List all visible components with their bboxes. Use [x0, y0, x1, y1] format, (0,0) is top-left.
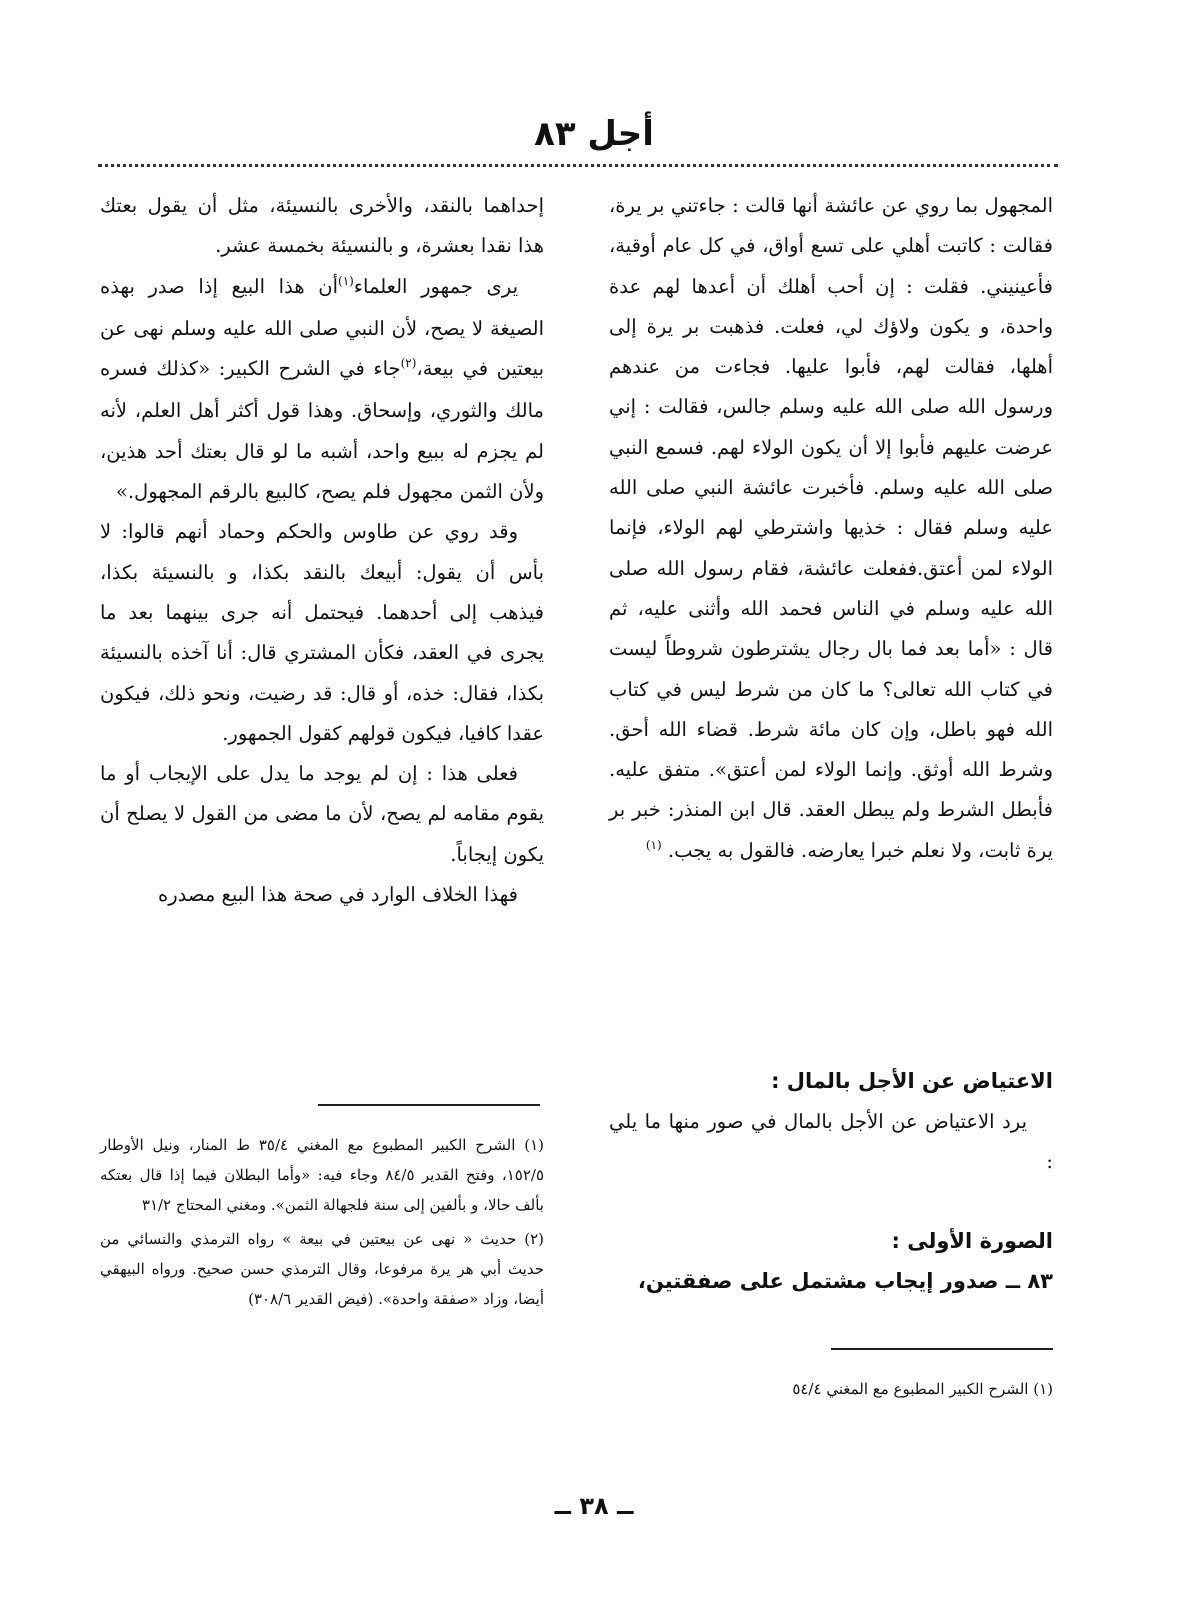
section-subheading: الصورة الأولى :	[891, 1229, 1053, 1253]
left-column-paragraph: إحداهما بالنقد، والأخرى بالنسيئة، مثل أن يقول بعتك هذا نقدا بعشرة، و بالنسيئة بخمسة عشر.	[100, 194, 544, 258]
left-column-paragraph: وقد روي عن طاوس والحكم وحماد أنهم قالوا: لا بأس أن يقول: أبيعك بالنقد بكذا، و بالنسيئة بكذا، فيذهب إلى أحدهما. فيحتمل أنه جرى بينهما بعد ما يجرى في العقد، فكأن المشتري قال: أنا آخذه بالنسيئة بكذا، فقال: خذه، أو قال: قد رضيت، ونحو ذلك، فيكون عقدا كافيا، فيكون قولهم كقول الجمهور.	[100, 520, 544, 745]
section-item: ٨٣ ــ صدور إيجاب مشتمل على صفقتين،	[637, 1269, 1053, 1293]
page-number: ــ ٣٨ ــ	[554, 1492, 634, 1520]
footnote-marker: (١)	[645, 837, 662, 852]
page-title: أجل ٨٣	[534, 114, 654, 154]
footnote-marker: (٢)	[400, 356, 417, 371]
paragraph-text: يرى جمهور العلماء	[353, 274, 518, 298]
right-column	[609, 186, 1053, 873]
header-divider	[98, 164, 1058, 167]
right-column-paragraph	[609, 186, 1053, 873]
paragraph-text: أن هذا البيع إذا صدر بهذه الصيغة لا يصح، لأن النبي صلى الله عليه وسلم نهى عن بيعتين في بيعة،	[100, 274, 544, 381]
footnote-divider	[318, 1104, 540, 1106]
right-footnotes	[609, 1374, 1053, 1408]
footnote: (١) الشرح الكبير المطبوع مع المغني ٣٥/٤ ط المنار، ونيل الأوطار ١٥٢/٥، وفتح القدير ٨٤/٥ وجاء فيه: «وأما البطلان فيما إذا قال بعتكه بألف حالا، و بألفين إلى سنة فلجهالة الثمن». ومغني المحتاج ٣١/٢	[100, 1136, 544, 1214]
left-footnotes	[100, 1130, 544, 1318]
footnote: (١) الشرح الكبير المطبوع مع المغني ٥٤/٤	[792, 1380, 1053, 1398]
section-heading: الاعتياض عن الأجل بالمال :	[771, 1069, 1053, 1093]
left-column-paragraph: فعلى هذا : إن لم يوجد ما يدل على الإيجاب أو ما يقوم مقامه لم يصح، لأن ما مضى من القول لا يصلح أن يكون إيجاباً.	[100, 762, 544, 866]
footnote-marker: (١)	[338, 273, 354, 288]
paragraph-text: جاء في الشرح الكبير: «كذلك فسره مالك والثوري، وإسحاق. وهذا قول أكثر أهل العلم، لأنه لم يجزم له ببيع واحد، أشبه ما لو قال بعتك أحد هذين، ولأن الثمن مجهول فلم يصح، كالبيع بالرقم المجهول.»	[100, 357, 544, 504]
section-block	[609, 1062, 1053, 1300]
left-column	[100, 186, 544, 915]
left-column-paragraph: فهذا الخلاف الوارد في صحة هذا البيع مصدره	[158, 883, 518, 907]
footnote: (٢) حديث « نهى عن بيعتين في بيعة » رواه الترمذي والنسائي من حديث أبي هر يرة مرفوعا، وقال الترمذي حسن صحيح. ورواه البيهقي أيضا، وزاد «صفقة واحدة». (فيض القدير ٣٠٨/٦)	[100, 1230, 544, 1308]
paragraph-text: المجهول بما روي عن عائشة أنها قالت : جاءتني بر يرة، فقالت : كاتبت أهلي على تسع أواق، في كل عام أوقية، فأعينيني. فقلت : إن أحب أهلك أن أعدها لهم عدة واحدة، و يكون ولاؤك لي، فعلت. فذهبت بر يرة إلى أهلها، فقالت لهم، فأبوا عليها. فجاءت من عندهم ورسول الله صلى الله عليه وسلم جالس، فقالت : إني عرضت عليهم فأبوا إلا أن يكون الولاء لهم. فسمع النبي صلى الله عليه وسلم. فأخبرت عائشة النبي صلى الله عليه وسلم فقال : خذيها واشترطي لهم الولاء، فإنما الولاء لمن أعتق.ففعلت عائشة، فقام رسول الله صلى الله عليه وسلم في الناس فحمد الله وأثنى عليه، ثم قال : «أما بعد فما بال رجال يشترطون شروطاً ليست في كتاب الله تعالى؟ ما كان من شرط ليس في كتاب الله فهو باطل، وإن كان مائة شرط. قضاء الله أحق. وشرط الله أوثق. وإنما الولاء لمن أعتق». متفق عليه. فأبطل الشرط ولم يبطل العقد. قال ابن المنذر: خبر بر يرة ثابت، ولا نعلم خبرا يعارضه. فالقول به يجب.	[609, 194, 1053, 862]
left-column-paragraph	[100, 267, 544, 513]
section-intro: يرد الاعتياض عن الأجل بالمال في صور منها ما يلي :	[609, 1110, 1053, 1173]
footnote-divider	[831, 1348, 1053, 1350]
